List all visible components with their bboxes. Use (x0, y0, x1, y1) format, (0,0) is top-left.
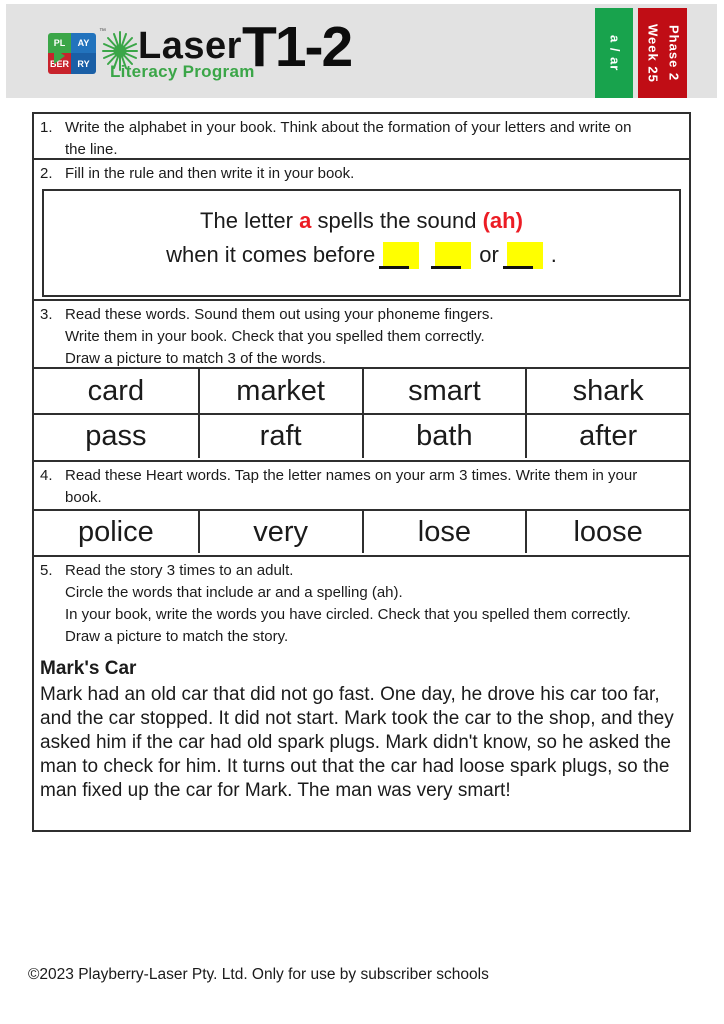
word-cell: police (77, 515, 154, 548)
logo-piece-ay: AY (71, 33, 96, 53)
tab-sound (595, 8, 633, 98)
item1-line1: Write the alphabet in your book. Think about the formation of your letters and write on (65, 119, 632, 136)
copyright-notice: ©2023 Playberry-Laser Pty. Ltd. Only for use by subscriber schools (28, 966, 489, 983)
tab-week-label: Week 25 (645, 23, 661, 83)
item4-line1: Read these Heart words. Tap the letter names on your arm 3 times. Write them in your (65, 467, 638, 484)
word-cell: bath (362, 413, 526, 458)
heart-words-table (34, 509, 689, 555)
rule-or: or (479, 242, 499, 267)
word-cell: after (525, 413, 689, 458)
item5-line4: Draw a picture to match the story. (65, 628, 289, 645)
section-item1 (34, 114, 689, 158)
rule-line2-pre: when it comes before (166, 242, 376, 267)
item5-line1: Read the story 3 times to an adult. (65, 562, 294, 579)
story-block (34, 656, 689, 803)
item3-line1: Read these words. Sound them out using your phoneme fingers. (65, 306, 494, 323)
logo-piece-ber: BER (48, 53, 71, 74)
tab-phase-week (638, 8, 687, 98)
phoneme-words-table (34, 367, 689, 460)
worksheet-frame (32, 112, 691, 832)
word-cell: very (198, 511, 362, 553)
spelling-rule-box (42, 189, 681, 297)
item5-line3: In your book, write the words you have circled. Check that you spelled them correctly. (65, 606, 631, 623)
rule-sound-ah: (ah) (482, 208, 523, 233)
word-cell: shark (525, 369, 689, 413)
item3-line2: Write them in your book. Check that you spelled them correctly. (65, 328, 485, 345)
rule-period: . (550, 242, 557, 267)
tab-sound-label: a / ar (607, 34, 623, 72)
word-cell: card (87, 374, 145, 407)
section-item3 (34, 299, 689, 367)
word-cell: smart (362, 369, 526, 413)
answer-blank-3 (507, 242, 543, 269)
logo-piece-ry: RY (71, 53, 96, 74)
section-item4 (34, 460, 689, 509)
brand-name: Laser (138, 25, 242, 67)
item3-line3: Draw a picture to match 3 of the words. (65, 350, 326, 367)
answer-blank-1 (383, 242, 419, 269)
word-cell: lose (362, 511, 526, 553)
rule-letter-a: a (299, 208, 312, 233)
item2-line1: Fill in the rule and then write it in your book. (65, 165, 355, 182)
trademark-symbol: ™ (99, 28, 106, 35)
brand-subtitle: Literacy Program (110, 62, 255, 81)
word-cell: pass (34, 413, 198, 458)
word-cell: loose (525, 511, 689, 553)
item2-number: 2. (40, 165, 53, 182)
rule-line1 (44, 204, 679, 238)
item1-line2: the line. (65, 141, 118, 158)
section-item5 (34, 555, 689, 834)
logo-arrow-icon (54, 48, 65, 64)
story-title: Mark's Car (40, 658, 137, 679)
rule-line1-mid: spells the sound (317, 208, 477, 233)
item5-line2: Circle the words that include ar and a spelling (ah). (65, 584, 403, 601)
item5-number: 5. (40, 562, 53, 579)
story-text: Mark had an old car that did not go fast. One day, he drove his car too far, and the car stopped. It did not start. Mark took the car to the shop, and they asked him if the car had old spark plugs. Mark didn't know, so he asked the man to check for him. It turns out that the car had loose spark plugs, so the man fixed up the car for Mark. The man was very smart! (40, 684, 674, 801)
item3-number: 3. (40, 306, 53, 323)
rule-line2 (44, 238, 679, 272)
item4-number: 4. (40, 467, 53, 484)
item1-number: 1. (40, 119, 53, 136)
word-cell: market (198, 369, 362, 413)
logo-piece-pl: PL (48, 33, 71, 53)
answer-blank-2 (435, 242, 471, 269)
worksheet-code: T1-2 (242, 15, 352, 79)
section-item2 (34, 158, 689, 299)
rule-line1-pre: The letter (200, 208, 293, 233)
tab-phase-label: Phase 2 (666, 24, 682, 82)
item4-line2: book. (65, 489, 102, 506)
word-cell: raft (198, 413, 362, 458)
